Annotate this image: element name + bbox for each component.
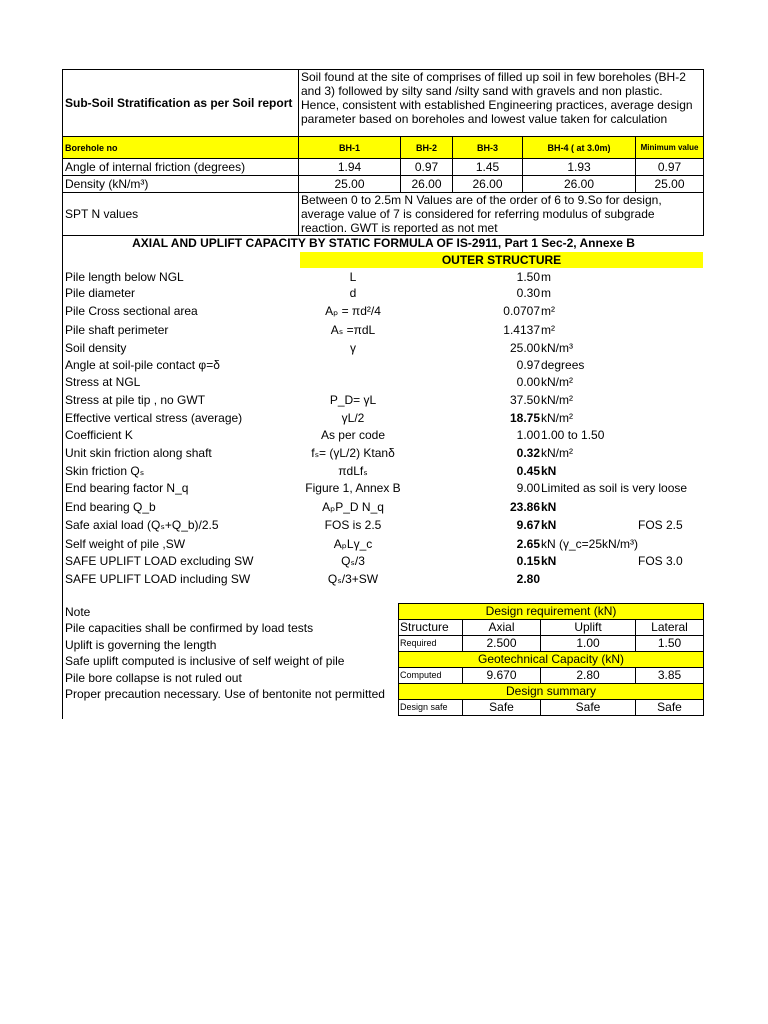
calc-row [63, 303, 704, 320]
calc-formula: L [349, 270, 357, 284]
calc-unit: 1.00 to 1.50 [541, 428, 605, 442]
calc-row [63, 536, 704, 553]
calc-unit: m [541, 270, 551, 284]
calc-value: 1.4137 [503, 323, 540, 337]
spt-row [63, 193, 704, 236]
calc-row [63, 285, 704, 302]
calc-formula: γL/2 [341, 411, 365, 425]
capacity-calculation [62, 235, 704, 719]
outer-structure-heading: OUTER STRUCTURE [300, 252, 703, 268]
calc-formula: Aₛ =πdL [330, 323, 376, 337]
calc-label: SAFE UPLIFT LOAD excluding SW [65, 554, 254, 568]
borehole-header-row [63, 137, 704, 159]
calc-value: 1.00 [516, 428, 540, 442]
summary-header: Structure [399, 620, 463, 636]
calc-value: 18.75 [509, 411, 540, 425]
calc-formula: P_D= γL [329, 393, 377, 407]
borehole-header: BH-4 ( at 3.0m) [523, 137, 636, 159]
note-item: Safe uplift computed is inclusive of self weight of pile [65, 654, 345, 669]
calc-row [63, 322, 704, 339]
calc-formula: Figure 1, Annex B [305, 481, 401, 495]
calc-unit: kN [541, 518, 557, 532]
required-label: Required [399, 636, 463, 652]
borehole-header: BH-2 [401, 137, 453, 159]
note-item: Pile bore collapse is not ruled out [65, 670, 242, 685]
calc-label: Safe axial load (Qₛ+Q_b)/2.5 [65, 518, 219, 532]
soil-table [62, 69, 704, 236]
calc-value: 0.32 [516, 446, 540, 460]
borehole-header: Borehole no [63, 137, 299, 159]
calc-row [63, 340, 704, 357]
required-axial: 2.500 [463, 636, 541, 652]
calc-formula: γ [350, 341, 356, 355]
calc-label: Stress at NGL [65, 375, 141, 389]
borehole-header: Minimum value [636, 137, 704, 159]
calc-formula: Qₛ/3 [341, 554, 365, 568]
design-summary-heading: Design summary [399, 684, 704, 700]
calc-label: Pile length below NGL [65, 270, 184, 284]
calc-row [63, 480, 704, 497]
design-lateral: Safe [636, 700, 704, 716]
calc-row [63, 445, 704, 462]
calc-row [63, 463, 704, 480]
friction-row [63, 159, 704, 176]
calc-unit: kN [541, 554, 557, 568]
design-uplift: Safe [541, 700, 636, 716]
design-summary-table [398, 603, 704, 716]
calc-label: Angle at soil-pile contact φ=δ [65, 358, 220, 372]
calc-value: 2.65 [516, 537, 540, 551]
calc-row [63, 410, 704, 427]
calc-formula: fₛ= (γL/2) Ktanδ [311, 446, 395, 460]
calc-row [63, 499, 704, 516]
calc-label: Soil density [65, 341, 127, 355]
calc-label: Effective vertical stress (average) [65, 411, 243, 425]
calc-label: SAFE UPLIFT LOAD including SW [65, 572, 251, 586]
calc-row [63, 427, 704, 444]
computed-axial: 9.670 [463, 668, 541, 684]
cell: 26.00 [523, 176, 636, 193]
calc-unit: kN/m² [541, 446, 573, 460]
design-label: Design safe [399, 700, 463, 716]
geotechnical-heading: Geotechnical Capacity (kN) [399, 652, 704, 668]
calc-row [63, 517, 704, 534]
borehole-header: BH-3 [453, 137, 523, 159]
calc-value: 9.67 [516, 518, 540, 532]
summary-header: Axial [463, 620, 541, 636]
cell: 1.93 [523, 159, 636, 176]
cell: 26.00 [453, 176, 523, 193]
row-label: Angle of internal friction (degrees) [63, 159, 299, 176]
spt-label: SPT N values [63, 193, 299, 236]
calc-formula: AₚLγ_c [333, 537, 373, 551]
calc-unit: kN [541, 464, 557, 478]
calc-unit: Limited as soil is very loose [541, 481, 688, 495]
computed-label: Computed [399, 668, 463, 684]
calc-label: Pile diameter [65, 286, 136, 300]
calc-unit: degrees [541, 358, 585, 372]
computed-uplift: 2.80 [541, 668, 636, 684]
calc-row [63, 357, 704, 374]
cell: 25.00 [299, 176, 401, 193]
calc-unit: kN/m³ [541, 341, 573, 355]
calc-unit: kN (γ_c=25kN/m³) [541, 537, 639, 551]
calc-formula: Aₚ = πd²/4 [325, 304, 381, 318]
calc-value: 1.50 [516, 270, 540, 284]
calc-label: End bearing factor N_q [65, 481, 189, 495]
calc-formula: AₚP_D N_q [322, 500, 384, 514]
cell: 26.00 [401, 176, 453, 193]
calc-row [63, 553, 704, 570]
calc-formula: πdLfₛ [338, 464, 368, 478]
calc-title: AXIAL AND UPLIFT CAPACITY BY STATIC FORMULA OF IS-2911, Part 1 Sec-2, Annexe B [132, 236, 635, 250]
note-item: Proper precaution necessary. Use of bentonite not permitted [65, 687, 385, 702]
calc-value: 25.00 [509, 341, 540, 355]
calc-unit: kN [541, 500, 557, 514]
calc-value: 0.30 [516, 286, 540, 300]
note-item: Uplift is governing the length [65, 637, 217, 652]
borehole-header: BH-1 [299, 137, 401, 159]
cell: 1.45 [453, 159, 523, 176]
required-lateral: 1.50 [636, 636, 704, 652]
calc-value: 0.45 [516, 464, 540, 478]
cell: 25.00 [636, 176, 704, 193]
calc-unit: m² [541, 304, 555, 318]
density-row [63, 176, 704, 193]
calc-label: Self weight of pile ,SW [65, 537, 186, 551]
note-item: Pile capacities shall be confirmed by load tests [65, 621, 314, 636]
calc-row [63, 374, 704, 391]
calc-note: FOS 3.0 [638, 554, 683, 568]
row-label: Density (kN/m³) [63, 176, 299, 193]
calc-unit: kN/m² [541, 375, 573, 389]
calc-label: Coefficient K [65, 428, 133, 442]
calc-label: Pile shaft perimeter [65, 323, 169, 337]
cell: 0.97 [636, 159, 704, 176]
calc-row [63, 269, 704, 286]
soil-stratification [62, 69, 703, 236]
calc-label: Skin friction Qₛ [65, 464, 145, 478]
notes [65, 604, 385, 702]
soil-title: Sub-Soil Stratification as per Soil report [63, 70, 299, 137]
calc-unit: m [541, 286, 551, 300]
calc-unit: kN/m² [541, 411, 573, 425]
calc-value: 23.86 [509, 500, 540, 514]
calc-value: 0.00 [516, 375, 540, 389]
calc-unit: m² [541, 323, 555, 337]
calc-label: Stress at pile tip , no GWT [65, 393, 206, 407]
cell: 0.97 [401, 159, 453, 176]
calc-unit: kN/m² [541, 393, 573, 407]
calc-value: 37.50 [509, 393, 540, 407]
requirement-heading: Design requirement (kN) [399, 604, 704, 620]
calc-row [63, 392, 704, 409]
computed-lateral: 3.85 [636, 668, 704, 684]
calc-label: Pile Cross sectional area [65, 304, 198, 318]
spt-text: Between 0 to 2.5m N Values are of the order of 6 to 9.So for design, average value of 7 is considered for referring modulus of subgrade reaction. GWT is reported as not met [299, 193, 704, 236]
calc-value: 2.80 [516, 572, 540, 586]
notes-heading: Note [65, 605, 91, 619]
calc-label: End bearing Q_b [65, 500, 156, 514]
calc-formula: As per code [320, 428, 386, 442]
calc-row [63, 571, 704, 588]
summary-header: Uplift [541, 620, 636, 636]
calc-label: Unit skin friction along shaft [65, 446, 212, 460]
summary-header: Lateral [636, 620, 704, 636]
calc-value: 0.0707 [503, 304, 540, 318]
calc-value: 0.97 [516, 358, 540, 372]
design-axial: Safe [463, 700, 541, 716]
calc-formula: d [349, 286, 357, 300]
calc-formula: FOS is 2.5 [324, 518, 382, 532]
calc-value: 9.00 [516, 481, 540, 495]
calc-value: 0.15 [516, 554, 540, 568]
soil-description: Soil found at the site of comprises of filled up soil in few boreholes (BH-2 and 3) followed by silty sand /silty sand with gravels and non plastic. Hence, consistent with established Engineering practices, average design parameter based on boreholes and lowest value taken for calculation [299, 70, 704, 137]
required-uplift: 1.00 [541, 636, 636, 652]
calc-note: FOS 2.5 [638, 518, 683, 532]
calc-formula: Qₛ/3+SW [327, 572, 379, 586]
cell: 1.94 [299, 159, 401, 176]
